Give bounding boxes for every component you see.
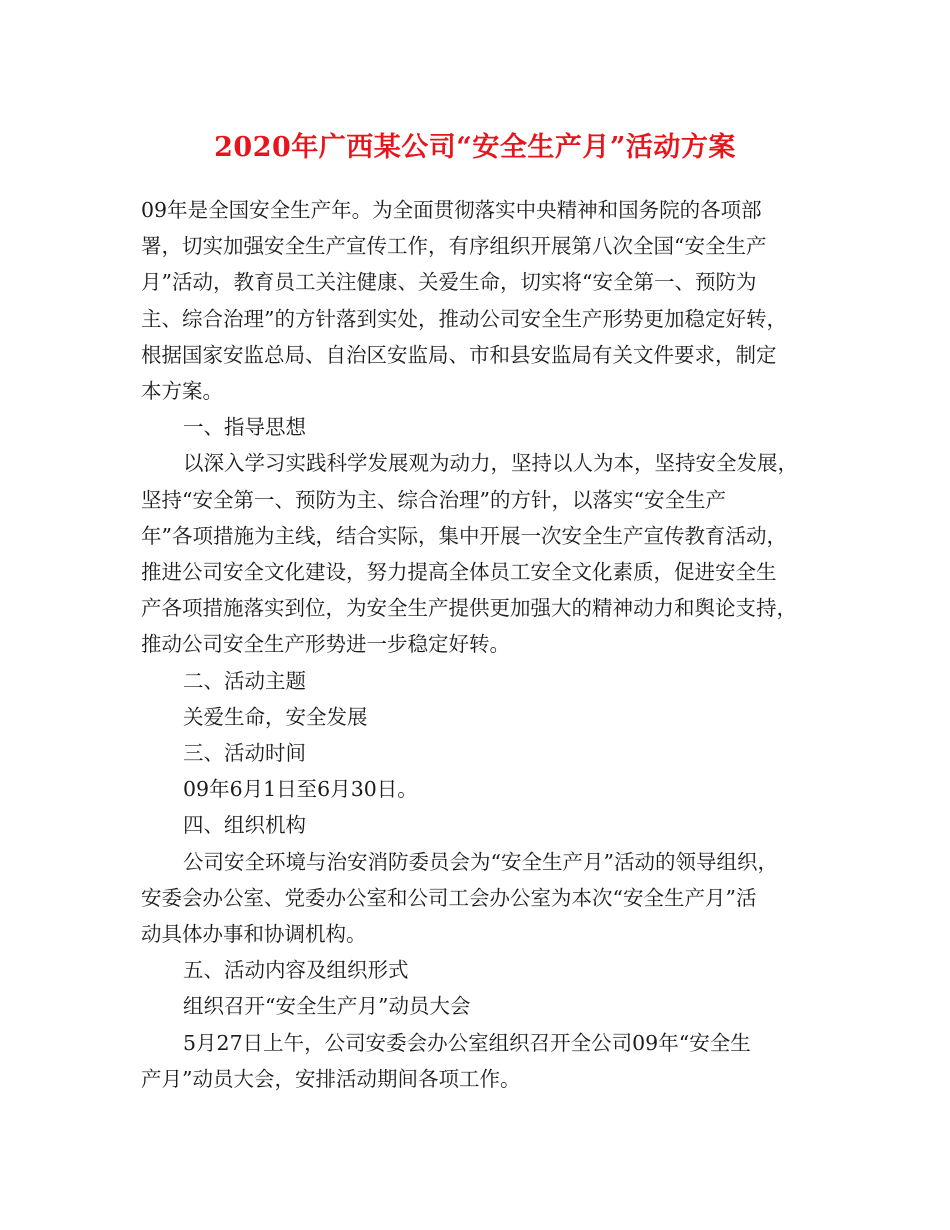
- section-paragraph: [141, 445, 813, 662]
- text-line: 推进公司安全文化建设，努力提高全体员工安全文化素质，促进安全生: [141, 560, 777, 585]
- section-heading: 三、活动时间: [183, 741, 306, 766]
- document-body: [141, 192, 813, 1097]
- section-heading: 一、指导思想: [183, 415, 306, 440]
- text-line: 关爱生命，安全发展: [183, 704, 368, 729]
- section-heading: 二、活动主题: [183, 668, 306, 693]
- document-title: 2020年广西某公司“安全生产月”活动方案: [214, 132, 736, 163]
- text-line: 09年6月1日至6月30日。: [183, 777, 418, 802]
- text-line: 月”活动，教育员工关注健康、关爱生命，切实将“安全第一、预防为: [141, 270, 757, 295]
- section-heading: 四、组织机构: [183, 813, 306, 838]
- text-line: 组织召开“安全生产月”动员大会: [183, 994, 471, 1019]
- text-line: 动具体办事和协调机构。: [141, 922, 367, 947]
- section-heading: 五、活动内容及组织形式: [183, 958, 409, 983]
- text-line: 坚持“安全第一、预防为主、综合治理”的方针，以落实“安全生产: [141, 487, 726, 512]
- text-line: 推动公司安全生产形势进一步稳定好转。: [141, 632, 510, 657]
- text-line: 5月27日上午，公司安委会办公室组织召开全公司09年“安全生: [183, 1030, 751, 1055]
- text-line: 09年是全国安全生产年。为全面贯彻落实中央精神和国务院的各项部: [141, 198, 762, 222]
- text-line: 以深入学习实践科学发展观为动力，坚持以人为本，坚持安全发展，: [183, 451, 798, 476]
- text-line: 主、综合治理”的方针落到实处，推动公司安全生产形势更加稳定好转，: [141, 306, 787, 331]
- section-paragraph: [141, 699, 813, 735]
- text-line: 安委会办公室、党委办公室和公司工会办公室为本次“安全生产月”活: [141, 885, 757, 910]
- text-line: 本方案。: [141, 379, 223, 404]
- closing-paragraph: [141, 1025, 813, 1097]
- intro-paragraph: [141, 192, 813, 409]
- text-line: 根据国家安监总局、自治区安监局、市和县安监局有关文件要求，制定: [141, 342, 777, 367]
- section-paragraph: [141, 771, 813, 807]
- text-line: 产月”动员大会，安排活动期间各项工作。: [141, 1066, 521, 1091]
- text-line: 年”各项措施为主线，结合实际，集中开展一次安全生产宣传教育活动，: [141, 523, 787, 548]
- text-line: 产各项措施落实到位，为安全生产提供更加强大的精神动力和舆论支持，: [141, 596, 797, 621]
- section-paragraph: [141, 988, 813, 1024]
- section-paragraph: [141, 844, 813, 953]
- text-line: 署，切实加强安全生产宣传工作，有序组织开展第八次全国“安全生产: [141, 234, 767, 259]
- text-line: 公司安全环境与治安消防委员会为“安全生产月”活动的领导组织，: [183, 849, 778, 874]
